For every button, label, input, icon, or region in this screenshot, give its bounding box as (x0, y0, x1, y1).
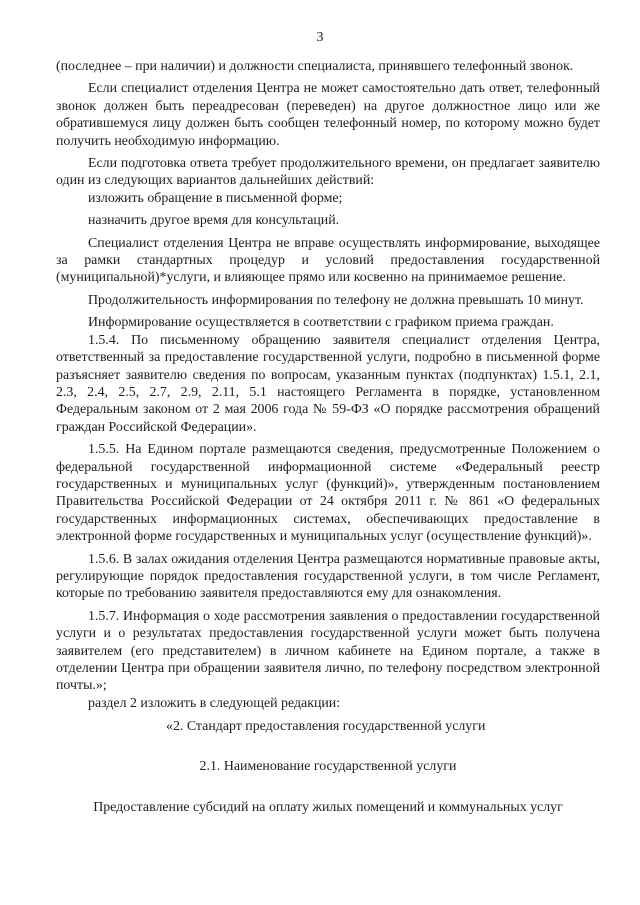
paragraph-1-5-7: 1.5.7. Информация о ходе рассмотрения заявления о предоставлении государственной услуги и о результатах предоставления государственной услуги может быть получена заявителем (его представителем) в личном кабинете на Едином портале, а также в отделении Центра при обращении заявителя лично, по телефону посредством электронной почты.»; (56, 608, 600, 694)
paragraph-long-answer: Если подготовка ответа требует продолжительного времени, он предлагает заявителю один из следующих вариантов дальнейших действий: (56, 156, 600, 189)
paragraph-call-duration: Продолжительность информирования по телефону не должна превышать 10 минут. (88, 292, 584, 308)
option-written-form: изложить обращение в письменной форме; (88, 190, 343, 206)
document-body (56, 58, 600, 816)
page-number: 3 (316, 30, 324, 45)
paragraph-section-2-intro: раздел 2 изложить в следующей редакции: (88, 695, 341, 711)
paragraph-restriction: Специалист отделения Центра не вправе осуществлять информирование, выходящее за рамки стандартных процедур и условий предоставления государственной (муниципальной)*услуги, и влияющее прямо или косвенно на принимаемое решение. (56, 235, 600, 286)
paragraph-1-5-6: 1.5.6. В залах ожидания отделения Центра размещаются нормативные правовые акты, регулирующие порядок предоставления государственной услуги, в том числе Регламент, которые по требованию заявителя предоставляются ему для ознакомления. (56, 551, 600, 602)
option-other-time: назначить другое время для консультаций. (88, 213, 340, 229)
paragraph-1-5-5: 1.5.5. На Едином портале размещаются сведения, предусмотренные Положением о федеральной государственной информационной системе «Федеральный реестр государственных и муниципальных услуг (функций)», утвержденным постановлением Правительства Российской Федерации от 24 октября 2011 г. № 861 «О федеральных государственных информационных системах, обеспечивающих предоставление в электронной форме государственных и муниципальных услуг (осуществление функций)». (56, 442, 600, 545)
paragraph-1-5-4: 1.5.4. По письменному обращению заявителя специалист отделения Центра, ответственный за предоставление государственной услуги, подробно в письменной форме разъясняет заявителю сведения по вопросам, указанным пунктах (подпунктах) 1.5.1, 2.1, 2.3, 2.4, 2.5, 2.7, 2.9, 2.11, 5.1 настоящего Регламента в порядке, установленном Федеральным законом от 2 мая 2006 года № 59-ФЗ «О порядке рассмотрения обращений граждан Российской Федерации». (56, 332, 600, 435)
subsection-2-1-heading: 2.1. Наименование государственной услуги (199, 758, 457, 774)
service-name: Предоставление субсидий на оплату жилых помещений и коммунальных услуг (93, 800, 563, 816)
paragraph-schedule: Информирование осуществляется в соответствии с графиком приема граждан. (88, 315, 554, 331)
section-2-heading: «2. Стандарт предоставления государственной услуги (166, 719, 486, 735)
paragraph-operator-name: (последнее – при наличии) и должности специалиста, принявшего телефонный звонок. (56, 59, 574, 74)
paragraph-call-redirect: Если специалист отделения Центра не может самостоятельно дать ответ, телефонный звонок должен быть переадресован (переведен) на другое должностное лицо или же обратившемуся лицу должен быть сообщен телефонный номер, по которому можно будет получить необходимую информацию. (56, 81, 600, 149)
